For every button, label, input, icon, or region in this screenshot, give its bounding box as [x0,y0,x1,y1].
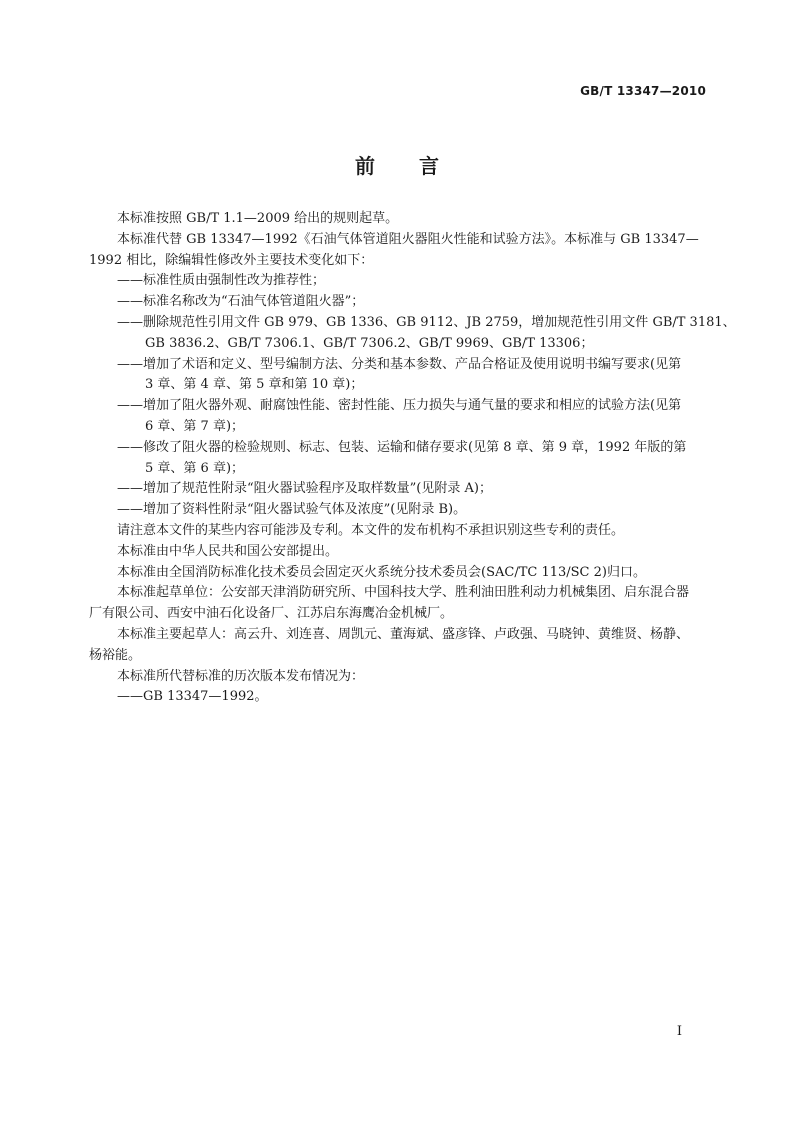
change-item-1: ——标准性质由强制性改为推荐性； [117,273,326,289]
change-item-3-line2: GB 3836.2、GB/T 7306.1、GB/T 7306.2、GB/T 9969、GB/T 13306； [145,335,594,351]
change-item-7: ——增加了规范性附录“阻火器试验程序及取样数量”(见附录 A)； [117,481,492,497]
change-item-8: ——增加了资料性附录“阻火器试验气体及浓度”(见附录 B)。 [117,502,467,518]
change-item-6-line1: ——修改了阻火器的检验规则、标志、包装、运输和储存要求(见第 8 章、第 9 章，1992 年版的第 [117,439,687,455]
change-item-5-line1: ——增加了阻火器外观、耐腐蚀性能、密封性能、压力损失与通气量的要求和相应的试验方法(见第 [117,398,682,414]
paragraph-drafting-units-line2: 厂有限公司、西安中油石化设备厂、江苏启东海鹰冶金机械厂。 [89,606,454,622]
change-item-4-line1: ——增加了术语和定义、型号编制方法、分类和基本参数、产品合格证及使用说明书编写要求(见第 [117,356,682,372]
change-item-4-line2: 3 章、第 4 章、第 5 章和第 10 章)； [145,377,364,393]
paragraph-drafting-units-line1: 本标准起草单位：公安部天津消防研究所、中国科技大学、胜利油田胜利动力机械集团、启东混合器 [117,585,690,601]
change-item-5-line2: 6 章、第 7 章)； [145,418,245,434]
paragraph-drafting-rules: 本标准按照 GB/T 1.1—2009 给出的规则起草。 [117,211,399,226]
paragraph-history: 本标准所代替标准的历次版本发布情况为： [117,668,365,684]
page-number: I [676,1024,682,1039]
change-item-2: ——标准名称改为“石油气体管道阻火器”； [117,294,365,310]
paragraph-proposed-by: 本标准由中华人民共和国公安部提出。 [117,543,339,559]
paragraph-main-drafters-line1: 本标准主要起草人：高云升、刘连喜、周凯元、董海斌、盛彦锋、卢政强、马晓钟、黄维贤、杨静、 [117,626,690,642]
paragraph-replaces-line2: 1992 相比，除编辑性修改外主要技术变化如下： [89,252,374,268]
standard-code-header: GB/T 13347—2010 [580,84,706,98]
paragraph-replaces-line1: 本标准代替 GB 13347—1992《石油气体管道阻火器阻火性能和试验方法》。本标准与 GB 13347— [117,231,699,247]
foreword-body [89,209,736,708]
paragraph-main-drafters-line2: 杨裕能。 [89,647,142,663]
history-item-1: ——GB 13347—1992。 [117,689,268,705]
page-title: 前言 [355,154,483,178]
change-item-3-line1: ——删除规范性引用文件 GB 979、GB 1336、GB 9112、JB 2759，增加规范性引用文件 GB/T 3181、 [117,314,736,330]
change-item-6-line2: 5 章、第 6 章)； [145,460,245,476]
paragraph-patent-notice: 请注意本文件的某些内容可能涉及专利。本文件的发布机构不承担识别这些专利的责任。 [117,522,625,538]
paragraph-under-jurisdiction: 本标准由全国消防标准化技术委员会固定灭火系统分技术委员会(SAC/TC 113/SC 2)归口。 [117,564,646,580]
